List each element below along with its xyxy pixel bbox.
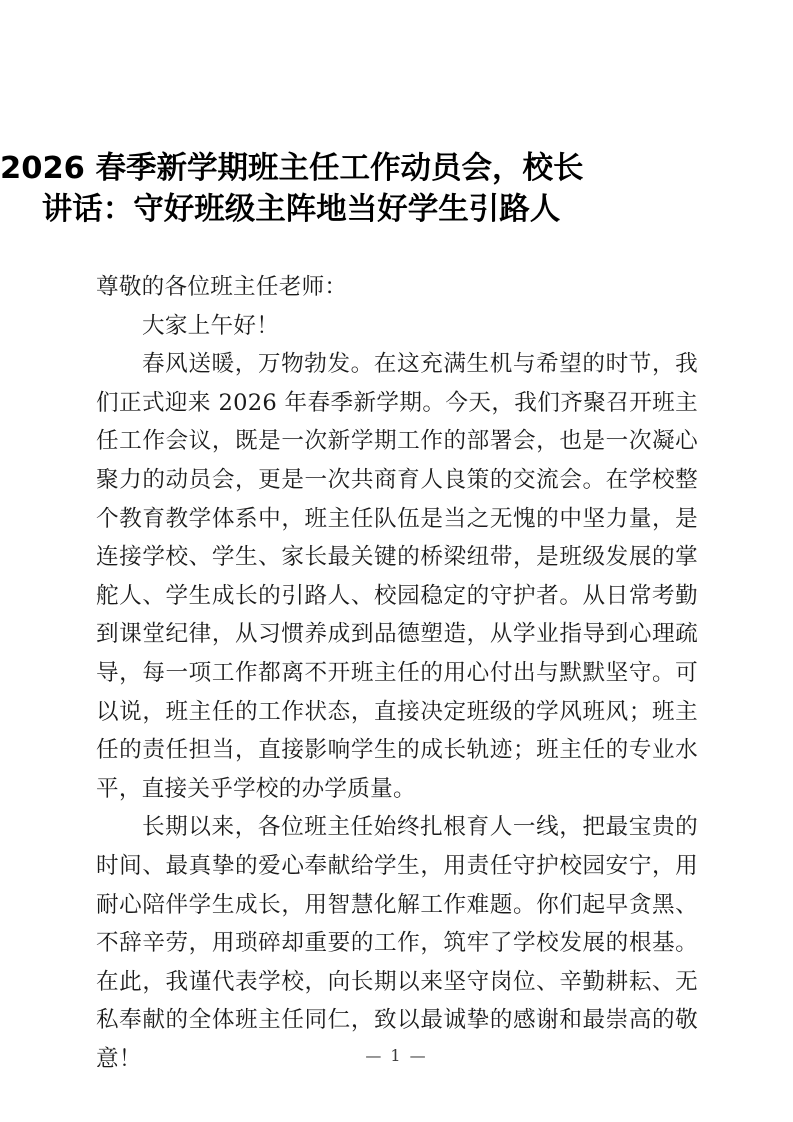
paragraph-list — [96, 268, 698, 1078]
page-title — [0, 148, 602, 230]
paragraph-opening: 春风送暖，万物勃发。在这充满生机与希望的时节，我们正式迎来 2026 年春季新学期。今天，我们齐聚召开班主任工作会议，既是一次新学期工作的部署会，也是一次凝心聚力的动员会，更是一次共商育人良策的交流会。在学校整个教育教学体系中，班主任队伍是当之无愧的中坚力量，是连接学校、学生、家长最关键的桥梁纽带，是班级发展的掌舵人、学生成长的引路人、校园稳定的守护者。从日常考勤到课堂纪律，从习惯养成到品德塑造，从学业指导到心理疏导，每一项工作都离不开班主任的用心付出与默默坚守。可以说，班主任的工作状态，直接决定班级的学风班风；班主任的责任担当，直接影响学生的成长轨迹；班主任的专业水平，直接关乎学校的办学质量。 — [96, 351, 698, 802]
paragraph-greeting: 大家上午好！ — [142, 312, 280, 339]
paragraph-salutation: 尊敬的各位班主任老师： — [96, 274, 348, 300]
page-footer — [0, 1046, 793, 1066]
paragraph-appreciation: 长期以来，各位班主任始终扎根育人一线，把最宝贵的时间、最真挚的爱心奉献给学生，用责任守护校园安宁，用耐心陪伴学生成长，用智慧化解工作难题。你们起早贪黑、不辞辛劳，用琐碎却重要的工作，筑牢了学校发展的根基。在此，我谨代表学校，向长期以来坚守岗位、辛勤耕耘、无私奉献的全体班主任同仁，致以最诚挚的感谢和最崇高的敬意！ — [96, 814, 698, 1072]
page-title-line-1: 2026 春季新学期班主任工作动员会，校长 — [0, 151, 584, 186]
page-number: — 1 — — [365, 1046, 428, 1065]
page-title-line-2: 讲话：守好班级主阵地当好学生引路人 — [41, 192, 561, 227]
